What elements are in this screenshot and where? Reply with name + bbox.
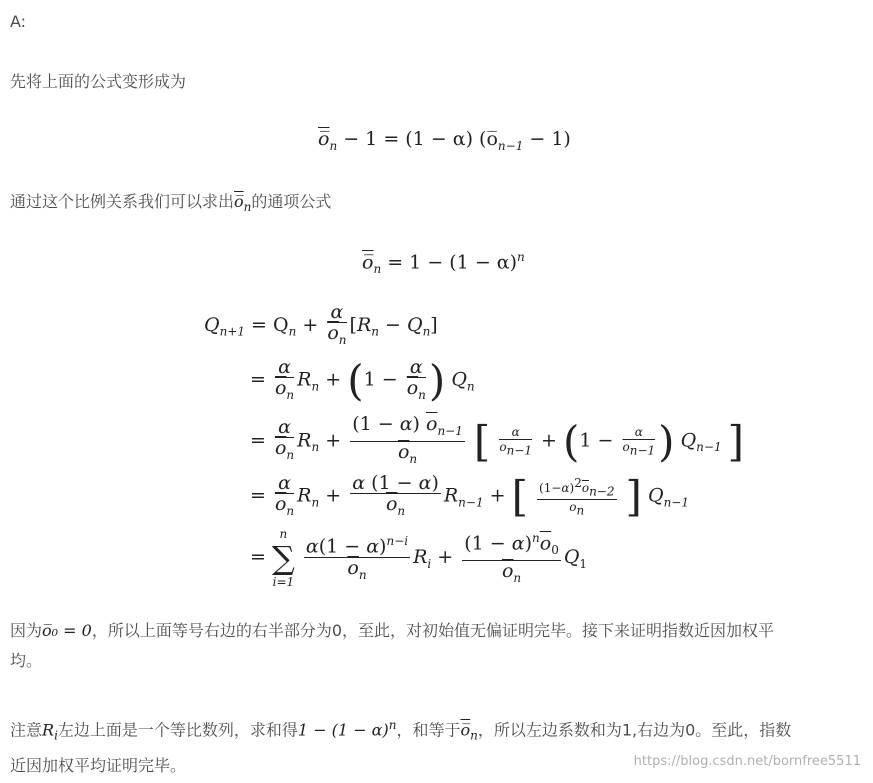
general-term-text: 通过这个比例关系我们可以求出$o̅_n$的通项公式	[10, 192, 332, 215]
equation-1: $o̅_n - 1 = (1 - \alpha)$ $(o̅_{n-1} - 1)$	[318, 128, 571, 153]
watermark-text: https://blog.csdn.net/bornfree5511	[633, 754, 861, 769]
derivation-line-2: = $\frac{\alpha}{\overline{o}_n}$ $R_n + (1$ − $\frac{\alpha}{\overline{o}_n}$ ) $Q_n$	[250, 355, 475, 405]
derivation-line-5: = n ∑ i=1 $\frac{\alpha(1 - \alpha)^{n-i}}{\overline{o}_n}$ $R_i$ + $\frac{(1 - \alpha)^n\overline{o}_0}{\overline{o}_n}$ $Q_1$	[250, 527, 588, 589]
conclusion-paragraph-2: 注意$R_i$左边上面是一个等比数列，求和得$1 - (1 - \alpha)^n$，和等于$o̅_n$，所以左边系数和为1,右边为0。至此，指数 近因加权平均证明完毕。	[10, 718, 792, 775]
equation-2: $o̅_n = 1 - (1 - \alpha)^n$	[362, 250, 525, 277]
conclusion-paragraph-1: 因为o̅₀ = 0，所以上面等号右边的右半部分为0，至此，对初始值无偏证明完毕。接下来证明指数近因加权平 均。	[10, 621, 775, 670]
derivation-line-4: = $\frac{\alpha}{\overline{o}_n}$ $R_n$ + $\frac{\alpha (1 - \alpha)}{\overline{o}_n}$ $R_{n-1}$ + [ $\frac{(1-\alpha)^2\overline{o}_{n-2}}{\overline{o}_n}$ ] $Q_{n-1}$	[250, 471, 689, 521]
derivation-line-1: $Q_{n+1} = Q_n$ + $\frac{\alpha}{\overline{o}_n}$ $[R_n - Q_n]$	[204, 301, 438, 347]
intro-text: 先将上面的公式变形成为	[10, 72, 187, 91]
answer-heading: A:	[10, 12, 27, 31]
derivation-line-3: = $\frac{\alpha}{\overline{o}_n}$ $R_n$ + $\frac{(1 - \alpha) \overline{o}_{n-1}}{\overline{o}_n}$ [ $\frac{\alpha}{\overline{o}_{n-1}}$ + (1 − $\frac{\alpha}{\overline{o}_{n-1}}$ ) $Q_{n-1}$ ]	[250, 413, 745, 466]
